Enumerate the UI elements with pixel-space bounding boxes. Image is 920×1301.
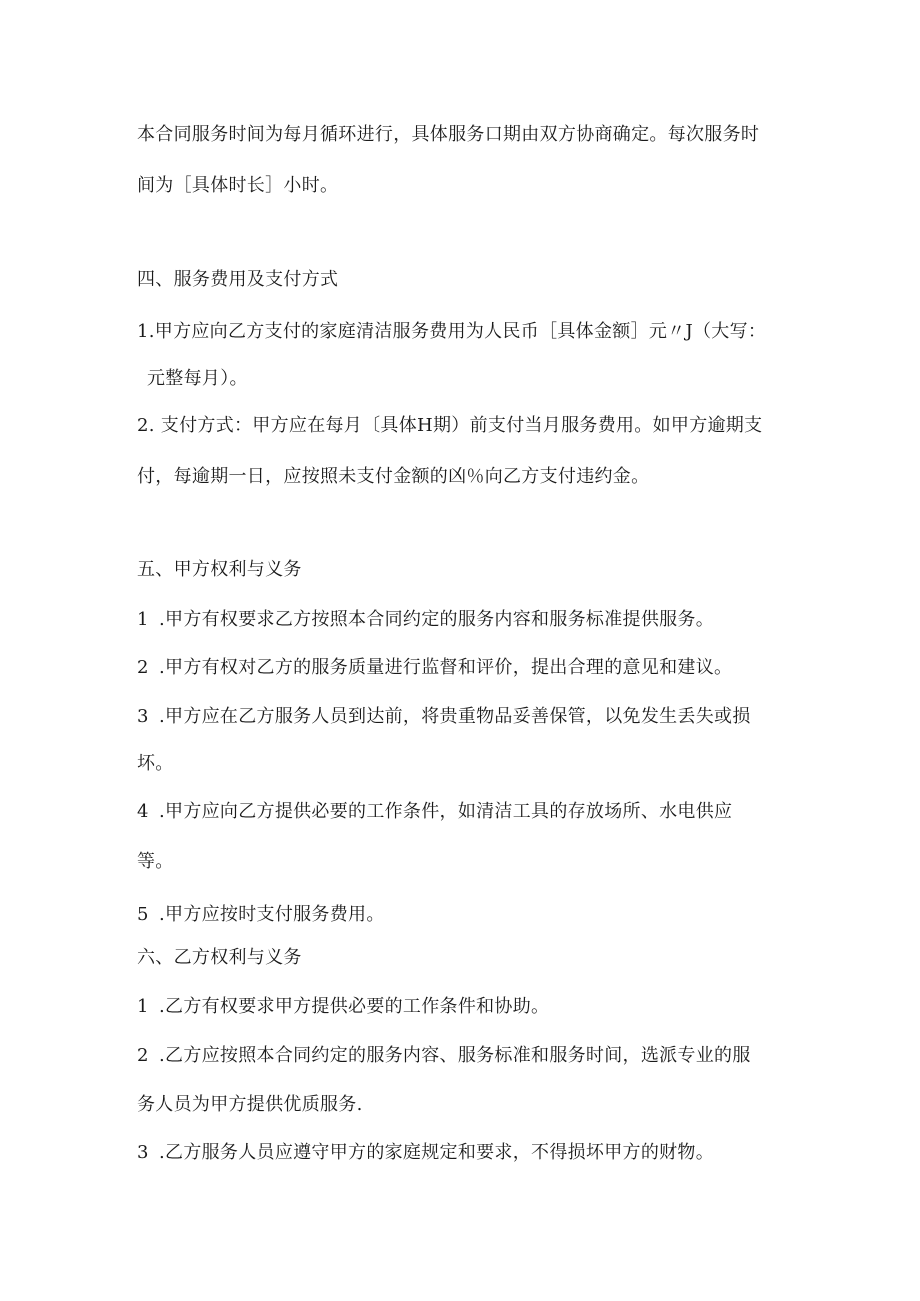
section-6-item-1 bbox=[137, 995, 549, 1019]
item-number: 3 bbox=[137, 1142, 149, 1163]
item-number: 2 bbox=[137, 1045, 149, 1066]
section-6-item-2-line-2: 务人员为甲方提供优质服务. bbox=[137, 1094, 363, 1115]
section-5-heading: 五、甲方权利与义务 bbox=[137, 559, 302, 580]
item-number: 5 bbox=[137, 904, 149, 925]
item-text: .甲方应在乙方服务人员到达前，将贵重物品妥善保管，以免发生丢失或损 bbox=[159, 706, 751, 727]
item-text: .甲方有权要求乙方按照本合同约定的服务内容和服务标准提供服务。 bbox=[159, 609, 715, 630]
item-text: .乙方应按照本合同约定的服务内容、服务标准和服务时间，选派专业的服 bbox=[159, 1045, 751, 1066]
section-4-heading: 四、服务费用及支付方式 bbox=[137, 269, 339, 290]
section-6-heading: 六、乙方权利与义务 bbox=[137, 947, 302, 968]
item-text: .甲方应向乙方提供必要的工作条件，如清洁工具的存放场所、水电供应 bbox=[159, 801, 733, 822]
section-5-item-4 bbox=[137, 800, 732, 824]
section-5-item-4-line-2: 等。 bbox=[137, 851, 174, 872]
item-number: 2 bbox=[137, 657, 149, 678]
intro-line-2: 间为［具体时长］小时。 bbox=[137, 175, 339, 196]
section-5-item-3 bbox=[137, 705, 751, 729]
intro-line-1: 本合同服务时间为每月循环进行，具体服务口期由双方协商确定。每次服务时 bbox=[137, 124, 760, 145]
section-6-item-2 bbox=[137, 1044, 751, 1068]
section-4-item-1-line-2: 元整每月）。 bbox=[147, 368, 248, 389]
item-number: 1 bbox=[137, 996, 149, 1017]
item-number: 3 bbox=[137, 706, 149, 727]
section-6-item-3 bbox=[137, 1141, 714, 1165]
item-number: 1 bbox=[137, 609, 149, 630]
item-text: .乙方服务人员应遵守甲方的家庭规定和要求，不得损坏甲方的财物。 bbox=[159, 1142, 715, 1163]
item-text: .甲方有权对乙方的服务质量进行监督和评价，提出合理的意见和建议。 bbox=[159, 657, 733, 678]
section-4-item-2-line-2: 付，每逾期一日，应按照未支付金额的凶％向乙方支付违约金。 bbox=[137, 466, 650, 487]
item-text: .乙方有权要求甲方提供必要的工作条件和协助。 bbox=[159, 996, 550, 1017]
section-5-item-3-line-2: 坏。 bbox=[137, 753, 174, 774]
item-number: 4 bbox=[137, 801, 149, 822]
section-4-item-1-line-1: 1.甲方应向乙方支付的家庭清洁服务费用为人民币［具体金额］元〃J（大写： bbox=[137, 321, 767, 342]
section-5-item-1 bbox=[137, 608, 714, 632]
section-5-item-2 bbox=[137, 656, 732, 680]
section-5-item-5 bbox=[137, 903, 385, 927]
item-text: .甲方应按时支付服务费用。 bbox=[159, 904, 385, 925]
section-4-item-2-line-1: 2. 支付方式：甲方应在每月〔具体H期）前支付当月服务费用。如甲方逾期支 bbox=[137, 415, 763, 436]
